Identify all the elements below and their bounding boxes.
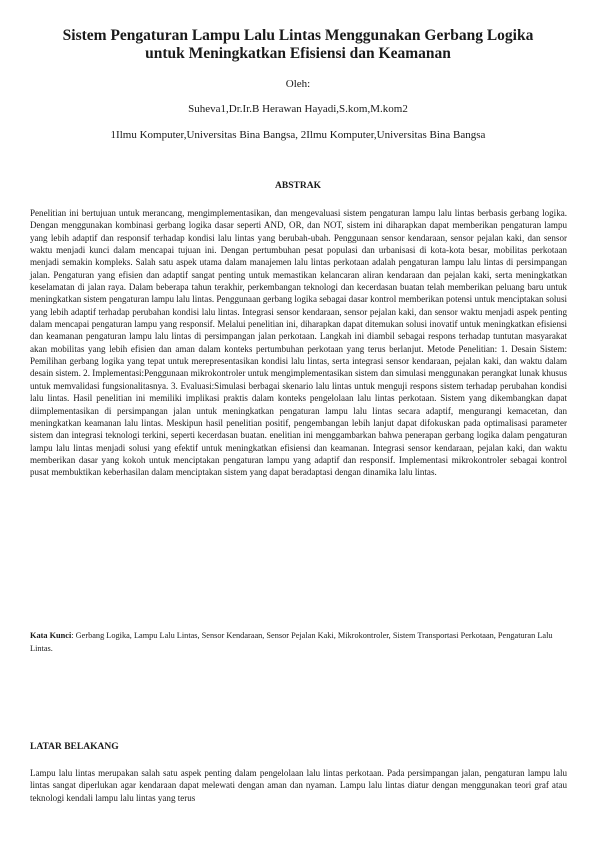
abstract-heading: ABSTRAK bbox=[275, 181, 321, 191]
paper-title-line-2: untuk Meningkatkan Efisiensi dan Keamanan bbox=[145, 45, 451, 62]
keywords-label: Kata Kunci bbox=[30, 631, 72, 640]
keywords-block bbox=[30, 630, 567, 655]
keywords-text: Gerbang Logika, Lampu Lalu Lintas, Sensor Kendaraan, Sensor Pejalan Kaki, Mikrokontroler, Sistem Transportasi Perkotaan, Pengaturan Lalu Lintas. bbox=[30, 631, 553, 653]
paper-title-line-1: Sistem Pengaturan Lampu Lalu Lintas Menggunakan Gerbang Logika bbox=[62, 27, 534, 44]
author-list: Suheva1,Dr.Ir.B Herawan Hayadi,S.kom,M.kom2 bbox=[188, 103, 408, 115]
paper-title bbox=[20, 27, 576, 63]
author-affiliations: 1Ilmu Komputer,Universitas Bina Bangsa, 2Ilmu Komputer,Universitas Bina Bangsa bbox=[110, 129, 486, 141]
background-paragraph: Lampu lalu lintas merupakan salah satu aspek penting dalam pengelolaan lalu lintas perkotaan. Pada persimpangan jalan, pengaturan lampu lalu lintas sangat diperlukan agar kendaraan dapat melewati dengan aman dan nyaman. Lampu lalu lintas diatur dengan menggunakan teori graf atau teknologi kendali lampu lalu lintas yang terus bbox=[30, 768, 567, 803]
abstract-body: Penelitian ini bertujuan untuk merancang, mengimplementasikan, dan mengevaluasi sistem pengaturan lampu lalu lintas berbasis gerbang logika. Dengan menggunakan kombinasi gerbang logika dasar seperti AND, OR, dan NOT, sistem ini diharapkan dapat memberikan pengaturan lampu yang lebih adaptif dan responsif terhadap kondisi lalu lintas yang berubah-ubah. Penggunaan sensor kendaraan, sensor pejalan kaki, dan sensor waktu menjadi kunci dalam mencapai tujuan ini. Dengan pertumbuhan pesat populasi dan urbanisasi di kota-kota besar, mobilitas perkotaan menjadi semakin kompleks. Salah satu aspek utama dalam manajemen lalu lintas perkotaan adalah pengaturan lampu lalu lintas di persimpangan jalan. Pengaturan yang efisien dan adaptif sangat penting untuk memastikan kelancaran aliran kendaraan dan pejalan kaki, serta meningkatkan keselamatan di jalan raya. Dalam beberapa tahun terakhir, perkembangan teknologi dan kecerdasan buatan telah memberikan peluang baru untuk meningkatkan sistem pengaturan lampu lalu lintas. Penggunaan gerbang logika sebagai dasar kontrol memberikan potensi untuk menciptakan solusi yang lebih adaptif terhadap perubahan kondisi lalu lintas. Integrasi sensor kendaraan, sensor pejalan kaki, dan sensor waktu menjadi aspek penting dalam mencapai pengaturan lampu yang responsif. Melalui penelitian ini, diharapkan dapat ditemukan solusi inovatif untuk meningkatkan efisiensi dan keamanan pengaturan lampu lalu lintas di persimpangan jalan perkotaan. Langkah ini diambil sebagai respons terhadap tuntutan masyarakat akan mobilitas yang lebih efisien dan aman dalam konteks pertumbuhan perkotaan yang terus berlanjut. Metode Penelitian: 1. Desain Sistem: Pemilihan gerbang logika yang tepat untuk merepresentasikan kondisi lalu lintas, serta integrasi sensor kendaraan, pejalan kaki, dan waktu dalam desain sistem. 2. Implementasi:Penggunaan mikrokontroler untuk mengimplementasikan sistem dan simulasi menggunakan perangkat lunak khusus untuk memvalidasi fungsionalitasnya. 3. Evaluasi:Simulasi berbagai skenario lalu lintas untuk menguji respons sistem terhadap perubahan kondisi lalu lintas. Hasil penelitian ini memiliki implikasi praktis dalam konteks pengelolaan lalu lintas perkotaan. Sistem yang dikembangkan dapat diimplementasikan di persimpangan jalan untuk meningkatkan pengaturan lampu lalu lintas secara adaptif, mengurangi kemacetan, dan meningkatkan keamanan lalu lintas. Meskipun hasil penelitian positif, pengembangan lebih lanjut dapat difokuskan pada optimalisasi parameter sistem dan integrasi teknologi terkini, seperti kecerdasan buatan. enelitian ini menggambarkan bahwa penerapan gerbang logika dalam pengaturan lampu lalu lintas menjadi solusi yang efektif untuk meningkatkan efisiensi dan keamanan. Integrasi sensor kendaraan, pejalan kaki, dan waktu memberikan dasar yang kokoh untuk menciptakan pengaturan lampu yang adaptif dan responsif. Implementasi mikrokontroler sebagai kontrol pusat membuktikan keberhasilan dalam menciptakan sistem yang dapat beradaptasi dengan dinamika lalu lintas. bbox=[30, 208, 567, 478]
section-heading-background: LATAR BELAKANG bbox=[30, 742, 119, 752]
keywords-separator: : bbox=[71, 631, 76, 640]
by-label: Oleh: bbox=[285, 78, 311, 90]
